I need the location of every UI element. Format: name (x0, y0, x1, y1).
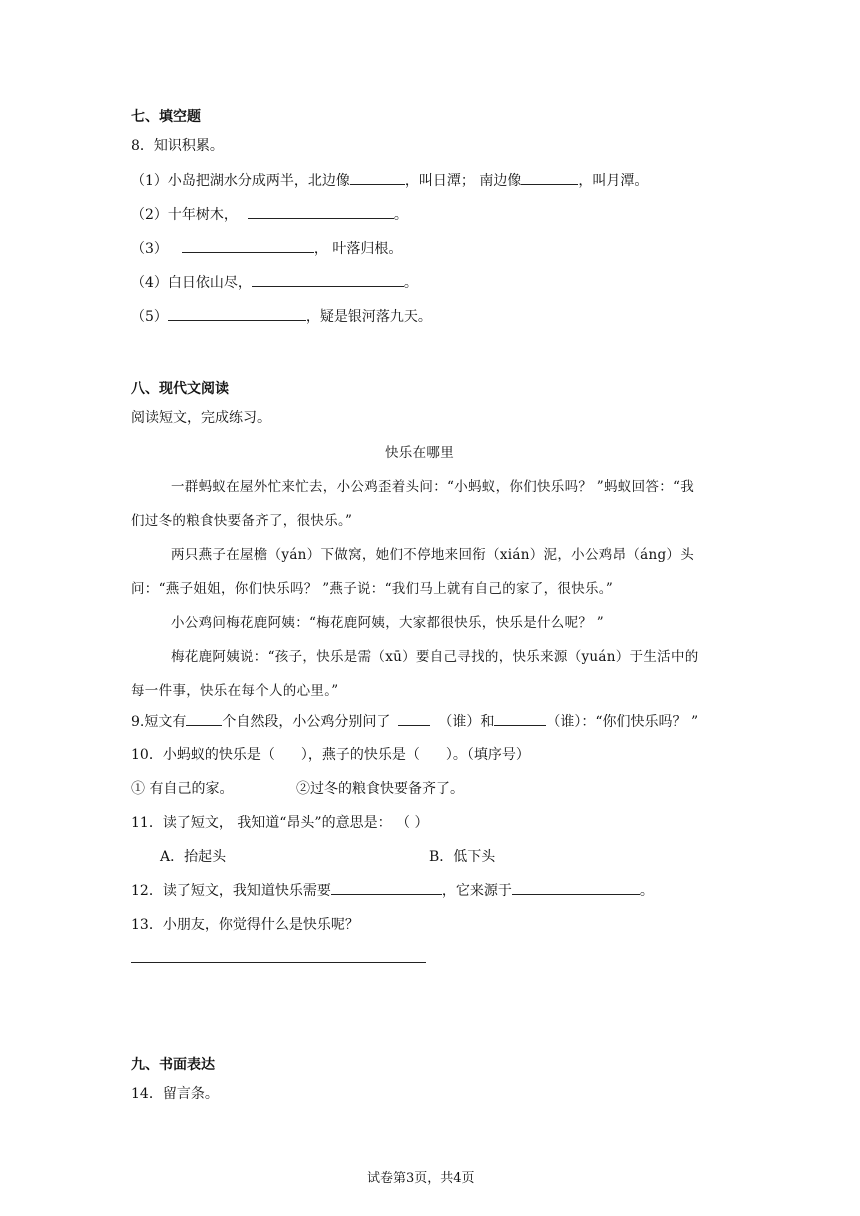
passage-line: 梅花鹿阿姨说：“孩子，快乐是需（xū）要自己寻找的，快乐来源（yuán）于生活中的 (171, 649, 699, 665)
blank[interactable] (331, 880, 442, 895)
q9-text-a: 9.短文有 (131, 714, 187, 730)
section-heading-7: 七、填空题 (131, 109, 201, 125)
blank[interactable] (252, 272, 404, 287)
q8-item-3-text-b: ， 叶落归根。 (313, 241, 403, 257)
q12-text-a: 12．读了短文，我知道快乐需要 (131, 883, 331, 899)
q8-item-2 (131, 204, 408, 224)
q8-item-3-text-a: （3） (131, 241, 168, 257)
q8-item-5 (131, 306, 432, 326)
blank[interactable] (512, 880, 640, 895)
passage-line: 们过冬的粮食快要备齐了，很快乐。” (131, 513, 353, 529)
question-10 (131, 744, 530, 764)
q10-text-a: 10．小蚂蚁的快乐是（ (131, 747, 275, 763)
q8-item-3 (131, 238, 402, 258)
section-heading-8: 八、现代文阅读 (131, 381, 229, 397)
question-14: 14．留言条。 (131, 1086, 219, 1102)
question-8-stem: 8．知识积累。 (131, 138, 224, 154)
q10-text-c: ）。（填序号） (445, 747, 530, 763)
blank[interactable] (521, 170, 578, 185)
q9-text-d: （谁）：“你们快乐吗？ ” (546, 714, 699, 730)
section-heading-9: 九、书面表达 (131, 1057, 215, 1073)
passage-line: 每一件事，快乐在每个人的心里。” (131, 683, 339, 699)
q12-text-b: ，它来源于 (441, 883, 512, 899)
q11-option-a[interactable]: A．抬起头 (160, 849, 227, 865)
blank[interactable] (182, 238, 314, 253)
q8-item-1-text-b: ，叫日潭； 南边像 (404, 173, 522, 189)
q8-item-4 (131, 272, 418, 292)
q8-item-4-text-a: （4）白日依山尽， (131, 275, 252, 291)
q11-option-b[interactable]: B．低下头 (429, 849, 496, 865)
q10-option-1: ① 有自己的家。 (131, 781, 234, 797)
q9-text-b: 个自然段，小公鸡分别问了 (222, 714, 391, 730)
q8-item-2-text-b: 。 (393, 207, 408, 223)
reading-instruction: 阅读短文，完成练习。 (131, 410, 271, 426)
q12-text-c: 。 (639, 883, 654, 899)
q8-item-1 (131, 170, 648, 190)
page-footer: 试卷第3页，共4页 (367, 1171, 475, 1186)
q10-text-b: ），燕子的快乐是（ (300, 747, 420, 763)
q8-item-2-text-a: （2）十年树木， (131, 207, 238, 223)
q8-item-4-text-b: 。 (403, 275, 418, 291)
passage-line: 两只燕子在屋檐（yán）下做窝，她们不停地来回衔（xián）泥，小公鸡昂（áng）头 (171, 547, 695, 563)
q8-item-1-text-a: （1）小岛把湖水分成两半，北边像 (131, 173, 350, 189)
q13-answer-line[interactable] (131, 962, 426, 963)
question-11: 11．读了短文， 我知道“昂头”的意思是： （ ） (131, 815, 429, 831)
passage-line: 问：“燕子姐姐，你们快乐吗？ ”燕子说：“我们马上就有自己的家了，很快乐。” (131, 581, 614, 597)
question-9 (131, 711, 698, 731)
q10-option-2: ②过冬的粮食快要备齐了。 (296, 781, 464, 797)
blank[interactable] (494, 711, 546, 726)
q8-item-5-text-a: （5） (131, 309, 168, 325)
blank[interactable] (398, 711, 430, 726)
blank[interactable] (168, 306, 306, 321)
q9-text-c: （谁）和 (438, 714, 495, 730)
passage-line: 一群蚂蚁在屋外忙来忙去，小公鸡歪着头问：“小蚂蚁，你们快乐吗？ ”蚂蚁回答：“我 (171, 479, 694, 495)
q8-item-5-text-b: ，疑是银河落九天。 (305, 309, 432, 325)
question-13: 13．小朋友，你觉得什么是快乐呢？ (131, 917, 359, 933)
blank[interactable] (248, 204, 394, 219)
q8-item-1-text-c: ，叫月潭。 (578, 173, 649, 189)
blank[interactable] (186, 711, 222, 726)
passage-title: 快乐在哪里 (385, 445, 454, 461)
passage-line: 小公鸡问梅花鹿阿姨：“梅花鹿阿姨，大家都很快乐，快乐是什么呢？ ” (171, 615, 604, 631)
question-12 (131, 880, 654, 900)
blank[interactable] (350, 170, 405, 185)
